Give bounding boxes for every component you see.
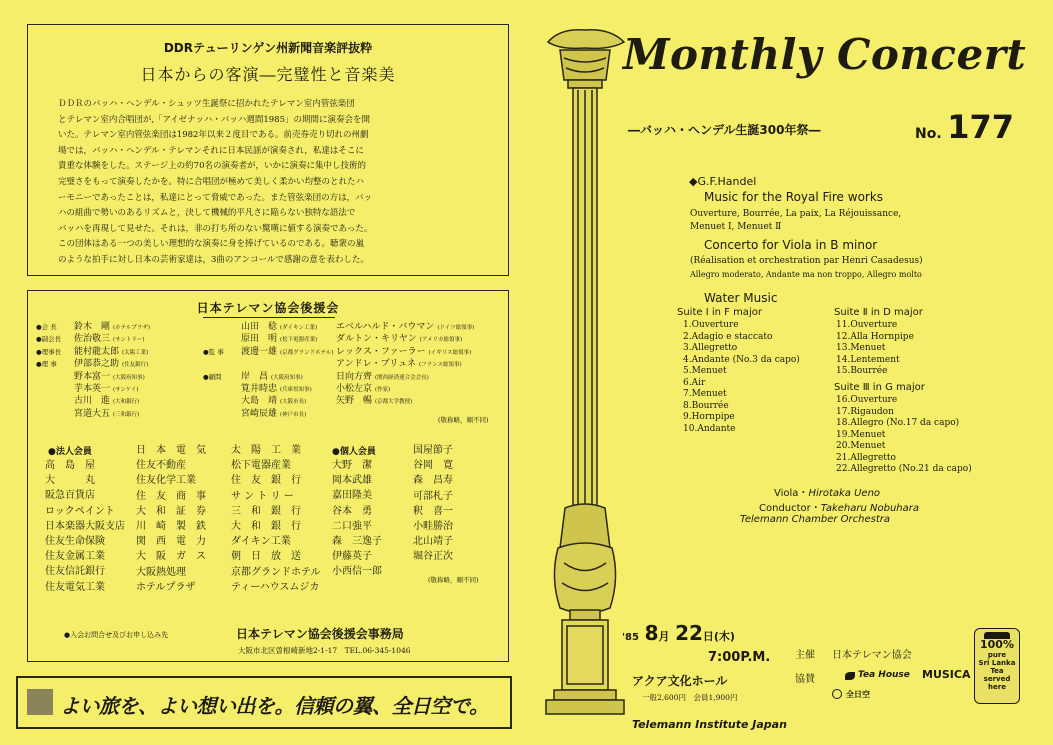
date-month-unit: 月 — [658, 630, 670, 643]
corporate-col-2 — [136, 443, 226, 595]
suite-movement: 21.Allegretto — [836, 452, 896, 463]
office-address: 大阪市北区曽根崎新地2-1-17 TEL.06-345-1046 — [238, 646, 411, 655]
suite-movement: 2.Adagio e staccato — [683, 331, 773, 342]
date-weekday: (木) — [713, 630, 735, 643]
ad-slogan: よい旅を、よい想い出を。信頼の翼、全日空で。 — [60, 694, 489, 718]
individual-member: 釈 喜一 — [413, 505, 453, 517]
review-line: いた。テレマン室内管弦楽団は1982年以来２度目である。前売券売り切れの州劇 — [58, 130, 369, 141]
officer-name: 佐治敬三 — [74, 334, 111, 345]
officer-affiliation: (太陽工業) — [122, 349, 149, 356]
officer-row — [203, 358, 343, 370]
corporate-col-3 — [231, 443, 321, 595]
pure-tea-badge — [974, 628, 1020, 704]
badge-line: here — [988, 683, 1006, 691]
officer-row — [336, 346, 506, 358]
tea-leaf-icon — [845, 672, 855, 680]
corporate-member: 高 島 屋 — [45, 460, 95, 471]
badge-line: 100% — [980, 638, 1014, 651]
review-line: ーモニーであったことは，私達にとって脅威であった。また管弦楽団の方は，バッ — [58, 192, 373, 203]
officer-name: 原田 明 — [241, 334, 278, 345]
viola-label: Viola・ — [774, 488, 809, 499]
date-day: 22 — [675, 621, 703, 645]
individual-member: 北山靖子 — [413, 536, 453, 548]
individual-member: 森 三逸子 — [332, 536, 382, 548]
work2-note: (Réalisation et orchestration par Henri Casadesus) — [690, 256, 923, 266]
officer-name: 渡邊一雄 — [241, 346, 278, 357]
review-line: ＤＤＲのバッハ・ヘンデル・シュッツ生誕祭に招かれたテレマン室内管弦楽団 — [58, 99, 355, 109]
officer-name: 芋本英一 — [74, 383, 111, 394]
officer-name: 小松左京 — [336, 383, 373, 394]
suite-movement: 9.Hornpipe — [683, 412, 735, 422]
water-music-title: Water Music — [704, 291, 778, 305]
ad-banner — [16, 676, 512, 729]
conductor-label: Conductor・ — [759, 503, 821, 514]
corporate-col-1 — [45, 458, 123, 595]
column-illustration — [540, 18, 630, 730]
corporate-member: 朝 日 放 送 — [231, 551, 301, 563]
suite-movement: 20.Menuet — [836, 441, 886, 451]
ana-logo-icon — [832, 689, 842, 699]
officer-affiliation: (サンケイ) — [113, 386, 139, 393]
officers-right — [336, 321, 506, 408]
suite-movement: 19.Menuet — [836, 429, 886, 440]
work1-title: Music for the Royal Fire works — [704, 190, 884, 204]
officer-row — [336, 395, 506, 407]
officer-row — [36, 346, 201, 358]
review-subheading: 日本からの客演―完璧性と音楽美 — [140, 65, 396, 84]
suite-movement: 1.Ouverture — [683, 320, 739, 330]
officer-affiliation: (サントリー) — [113, 337, 145, 344]
officer-role: ●会 長 — [36, 323, 57, 331]
officer-affiliation: (アメリカ総領事) — [419, 337, 463, 344]
review-box — [27, 24, 509, 276]
issue-no-label: No. — [915, 126, 942, 142]
concert-date — [622, 621, 735, 645]
review-line: 貴重な体験をした。ステージ上の約70名の演奏者が，いかに演奏に集中し技術的 — [58, 161, 366, 172]
officer-name: 能村龍太郎 — [74, 346, 120, 357]
individual-member: 岡本武雄 — [332, 475, 372, 487]
officer-row — [36, 321, 201, 333]
corporate-member: 大 和 銀 行 — [231, 521, 301, 533]
footer-institute: Telemann Institute Japan — [632, 718, 787, 731]
suite1-title: Suite Ⅰ in F major — [677, 307, 762, 318]
officer-name: 古川 進 — [74, 396, 111, 407]
officer-name: 岸 昌 — [241, 371, 269, 382]
corporate-member: 川 崎 製 鉄 — [136, 521, 206, 533]
badge-line: pure — [987, 651, 1007, 659]
officers-left — [36, 321, 201, 420]
officer-row — [36, 371, 201, 383]
ad-square — [27, 689, 53, 715]
suite-movement: 17.Rigaudon — [836, 406, 894, 417]
officer-affiliation: (神戸市長) — [280, 411, 307, 418]
officers-order-note: (敬称略，順不同) — [438, 416, 489, 424]
concert-subtitle: ―バッハ・ヘンデル生誕300年祭― — [628, 123, 821, 137]
corporate-member: 住友金属工業 — [45, 551, 105, 563]
corporate-member: 住 友 商 事 — [136, 490, 206, 502]
officer-name: ダルトン・キリヤン — [336, 334, 417, 345]
corporate-member: ティーハウスムジカ — [231, 581, 320, 593]
office-name: 日本テレマン協会後援会事務局 — [236, 627, 404, 641]
officer-row — [203, 395, 343, 407]
officer-affiliation: (フランス総領事) — [419, 362, 462, 369]
suite3-list — [836, 395, 972, 476]
corporate-member: 住友信託銀行 — [45, 566, 105, 578]
officer-row — [36, 408, 201, 420]
host-label: 主催 — [795, 650, 815, 661]
contact-label: ●入会お問合せ及びお申し込み先 — [64, 631, 169, 639]
suite-movement: 22.Allegretto (No.21 da capo) — [836, 464, 972, 474]
corporate-member: 住友生命保険 — [45, 536, 105, 548]
review-heading: DDRテューリンゲン州新聞音楽評抜粋 — [163, 41, 373, 55]
orchestra-name: Telemann Chamber Orchestra — [740, 514, 890, 525]
officer-name: レックス・ファーラー — [336, 346, 426, 357]
badge-line: Tea — [990, 667, 1004, 675]
suite-movement: 11.Ouverture — [836, 320, 898, 330]
officer-name: 日向方齊 — [336, 371, 373, 382]
officer-row — [203, 333, 343, 345]
date-day-unit: 日 — [702, 630, 714, 643]
officer-affiliation: (三和銀行) — [113, 411, 140, 418]
suite-movement: 13.Menuet — [836, 343, 886, 353]
officer-affiliation: (ドイツ総領事) — [437, 325, 475, 331]
officer-name: 矢野 暢 — [336, 396, 373, 407]
officer-row — [336, 321, 506, 333]
date-month: 8 — [644, 621, 659, 645]
corporate-member: 大 阪 ガ ス — [136, 551, 206, 563]
officer-row — [336, 358, 506, 370]
individual-member: 森 昌寿 — [413, 475, 453, 487]
officer-affiliation: (兵庫県知事) — [280, 386, 312, 393]
corporate-member: 大阪熱処理 — [136, 566, 186, 578]
officer-row — [203, 383, 343, 395]
issue-number — [915, 108, 1014, 146]
corporate-member: 大 丸 — [45, 475, 95, 487]
issue-no-value: 177 — [947, 108, 1015, 146]
officer-row — [36, 358, 201, 370]
officer-row — [336, 383, 506, 395]
review-line: この団体はある一つの美しい理想的な演奏に身を捧げているのである。聴衆の嵐 — [58, 239, 365, 250]
work2-movements: Allegro moderato, Andante ma non troppo, Allegro molto — [690, 270, 922, 279]
suite3-title: Suite Ⅲ in G major — [834, 382, 925, 393]
concert-title: Monthly Concert — [623, 30, 1027, 79]
sponsor-musica: MUSICA — [922, 668, 971, 681]
individual-member: 国屋節子 — [413, 445, 453, 456]
date-year: '85 — [622, 632, 639, 643]
officer-name: 伊部恭之助 — [74, 359, 120, 370]
corporate-member: 日本楽器大阪支店 — [45, 520, 125, 532]
officer-row — [36, 395, 201, 407]
suite1-list — [683, 320, 800, 435]
work2-title: Concerto for Viola in B minor — [704, 238, 878, 252]
work1-movements-line2: Menuet Ⅰ, Menuet Ⅱ — [690, 222, 782, 232]
individual-member: 小畦勝治 — [413, 521, 453, 533]
officer-name: 宮道大五 — [74, 408, 111, 419]
officer-affiliation: (ホテルプラザ) — [113, 325, 151, 331]
officer-affiliation: (イギリス総領事) — [428, 349, 472, 356]
officer-row — [36, 333, 201, 345]
ticket-prices: 一般2,600円 会員1,900円 — [642, 693, 738, 702]
review-line: 場では，バッハ・ヘンデル・テレマンそれに日本民謡が演奏され，私達はそこに — [58, 145, 364, 156]
officer-affiliation: (京都大学教授) — [375, 399, 413, 406]
individual-member: 嘉田隆美 — [332, 490, 372, 502]
officer-name: アンドレ・ブリュネ — [336, 359, 417, 370]
suite-movement: 10.Andante — [683, 423, 736, 434]
conductor-name: Takeharu Nobuhara — [820, 503, 919, 514]
officer-role: ●監 事 — [203, 347, 224, 356]
officer-affiliation: (関西経済連合会会長) — [375, 374, 429, 381]
corporate-member: 住 友 銀 行 — [231, 475, 301, 487]
review-line: とテレマン室内合唱団が,「アイゼナッハ・バッハ週間1985」の期間に演奏会を開 — [58, 114, 370, 125]
corporate-member: ロックペイント — [45, 505, 115, 517]
corporate-member: 住友不動産 — [136, 460, 186, 472]
suite2-title: Suite Ⅱ in D major — [834, 307, 923, 318]
corporate-member: ダイキン工業 — [231, 536, 291, 548]
officer-role: ●理事長 — [36, 347, 62, 356]
review-body — [58, 97, 498, 269]
viola-line — [774, 484, 880, 499]
individual-member: 谷岡 寛 — [413, 460, 453, 472]
corporate-member: 日 本 電 気 — [136, 445, 206, 456]
corporate-member: 関 西 電 力 — [136, 536, 206, 548]
officer-row — [203, 346, 343, 358]
corporate-member: 松下電器産業 — [231, 460, 291, 472]
officer-name: 筧井時忠 — [241, 383, 278, 394]
individual-col-2 — [413, 443, 493, 565]
officer-affiliation: (ダイキン工業) — [280, 325, 318, 331]
corporate-member: 京都グランドホテル — [231, 566, 321, 578]
suite-movement: 12.Alla Hornpipe — [836, 331, 914, 342]
review-line: 完璧さをもって演奏したかを。特に合唱団が極めて美しく柔かい均整のとれたハ — [58, 176, 365, 187]
corporate-member: 住友化学工業 — [136, 475, 196, 487]
officer-name: 大島 靖 — [241, 396, 278, 407]
suite-movement: 3.Allegretto — [683, 343, 738, 353]
officer-row — [36, 383, 201, 395]
concert-time: 7:00P.M. — [708, 650, 771, 665]
officer-row — [203, 408, 343, 420]
officer-affiliation: (作家) — [375, 386, 391, 393]
officer-name: エベルハルド・バウマン — [336, 322, 435, 332]
supporters-title-rule — [203, 317, 335, 318]
composer: ◆G.F.Handel — [689, 175, 757, 188]
supporters-title: 日本テレマン協会後援会 — [196, 301, 340, 315]
corporate-member: サ ン ト リ ー — [231, 490, 294, 502]
members-order-note: (敬称略，順不同) — [428, 576, 479, 584]
suite2-list — [836, 320, 914, 378]
individual-member: 大野 潔 — [332, 460, 372, 471]
individual-member: 二口強平 — [332, 520, 372, 532]
review-line: のような拍手に対し日本の芸術家達は，3曲のアンコールで感謝の意を表わした。 — [58, 254, 369, 265]
conductor-line — [759, 499, 919, 514]
suite-movement: 4.Andante (No.3 da capo) — [683, 354, 800, 365]
sponsor-ana: 全日空 — [846, 690, 870, 699]
supporters-box — [27, 290, 509, 662]
officer-role: ●顧問 — [203, 372, 222, 381]
individual-member: 伊藤英子 — [332, 551, 372, 563]
viola-name: Hirotaka Ueno — [808, 488, 881, 499]
officer-affiliation: (大阪府知事) — [113, 374, 145, 381]
suite-movement: 7.Menuet — [683, 389, 727, 399]
officer-affiliation: (大阪市長) — [280, 399, 307, 406]
venue: アクア文化ホール — [632, 674, 728, 688]
officer-role: ●理 事 — [36, 360, 57, 369]
corporate-member: 太 陽 工 業 — [231, 445, 301, 456]
officer-row — [203, 321, 343, 333]
officer-affiliation: (大和銀行) — [113, 399, 140, 406]
corporate-member: ホテルプラザ — [136, 581, 196, 593]
officer-row — [336, 333, 506, 345]
suite-movement: 6.Air — [683, 377, 706, 388]
officer-name: 野本富一 — [74, 371, 111, 382]
corporate-member: 三 和 銀 行 — [231, 505, 301, 517]
individual-col-1 — [332, 458, 412, 580]
individual-member: 可部札子 — [413, 490, 453, 502]
officers-middle — [203, 321, 343, 420]
officer-name: 宮崎辰雄 — [241, 408, 278, 419]
badge-line: served — [983, 675, 1011, 683]
review-line: バッハを再現して見せた。それは，非の打ち所のない驚嘆に値する演奏であった。 — [58, 223, 373, 234]
suite-movement: 18.Allegro (No.17 da capo) — [836, 418, 960, 428]
suite-movement: 16.Ouverture — [836, 395, 898, 405]
officer-affiliation: (京都グランドホテル) — [280, 349, 334, 356]
corporate-member: 大 和 証 券 — [136, 505, 206, 517]
individual-member: 堀谷正次 — [413, 551, 453, 563]
individual-label: ●個人会員 — [332, 447, 376, 457]
officer-affiliation: (住友銀行) — [122, 362, 149, 369]
individual-member: 谷本 勇 — [332, 505, 372, 517]
individual-member: 小西信一郎 — [332, 566, 382, 578]
corporate-member: 阪急百貨店 — [45, 490, 95, 502]
suite-movement: 5.Menuet — [683, 366, 727, 376]
officer-name: 山田 稔 — [241, 322, 278, 332]
officer-affiliation: (松下電器産業) — [280, 337, 318, 344]
suite-movement: 8.Bourrée — [683, 400, 729, 411]
officer-affiliation: (大阪府知事) — [271, 374, 303, 381]
officer-row — [336, 371, 506, 383]
host-name: 日本テレマン協会 — [832, 650, 912, 661]
sponsor-label: 協賛 — [795, 674, 815, 685]
corporate-member: 住友電気工業 — [45, 581, 105, 593]
officer-name: 鈴木 剛 — [74, 322, 111, 332]
review-line: ハの組曲で勢いのあるリズムと，決して機械的平凡さに陥らない独特な語法で — [58, 208, 356, 219]
suite-movement: 14.Lentement — [836, 354, 900, 365]
suite-movement: 15.Bourrée — [836, 366, 888, 376]
sponsor-teahouse: Tea House — [858, 670, 910, 680]
officer-row — [203, 371, 343, 383]
corporate-label: ●法人会員 — [48, 447, 92, 457]
officer-role: ●副会長 — [36, 335, 62, 344]
work1-movements-line1: Ouverture, Bourrée, La paix, La Réjouissance, — [690, 209, 902, 219]
badge-line: Sri Lanka — [978, 659, 1016, 667]
